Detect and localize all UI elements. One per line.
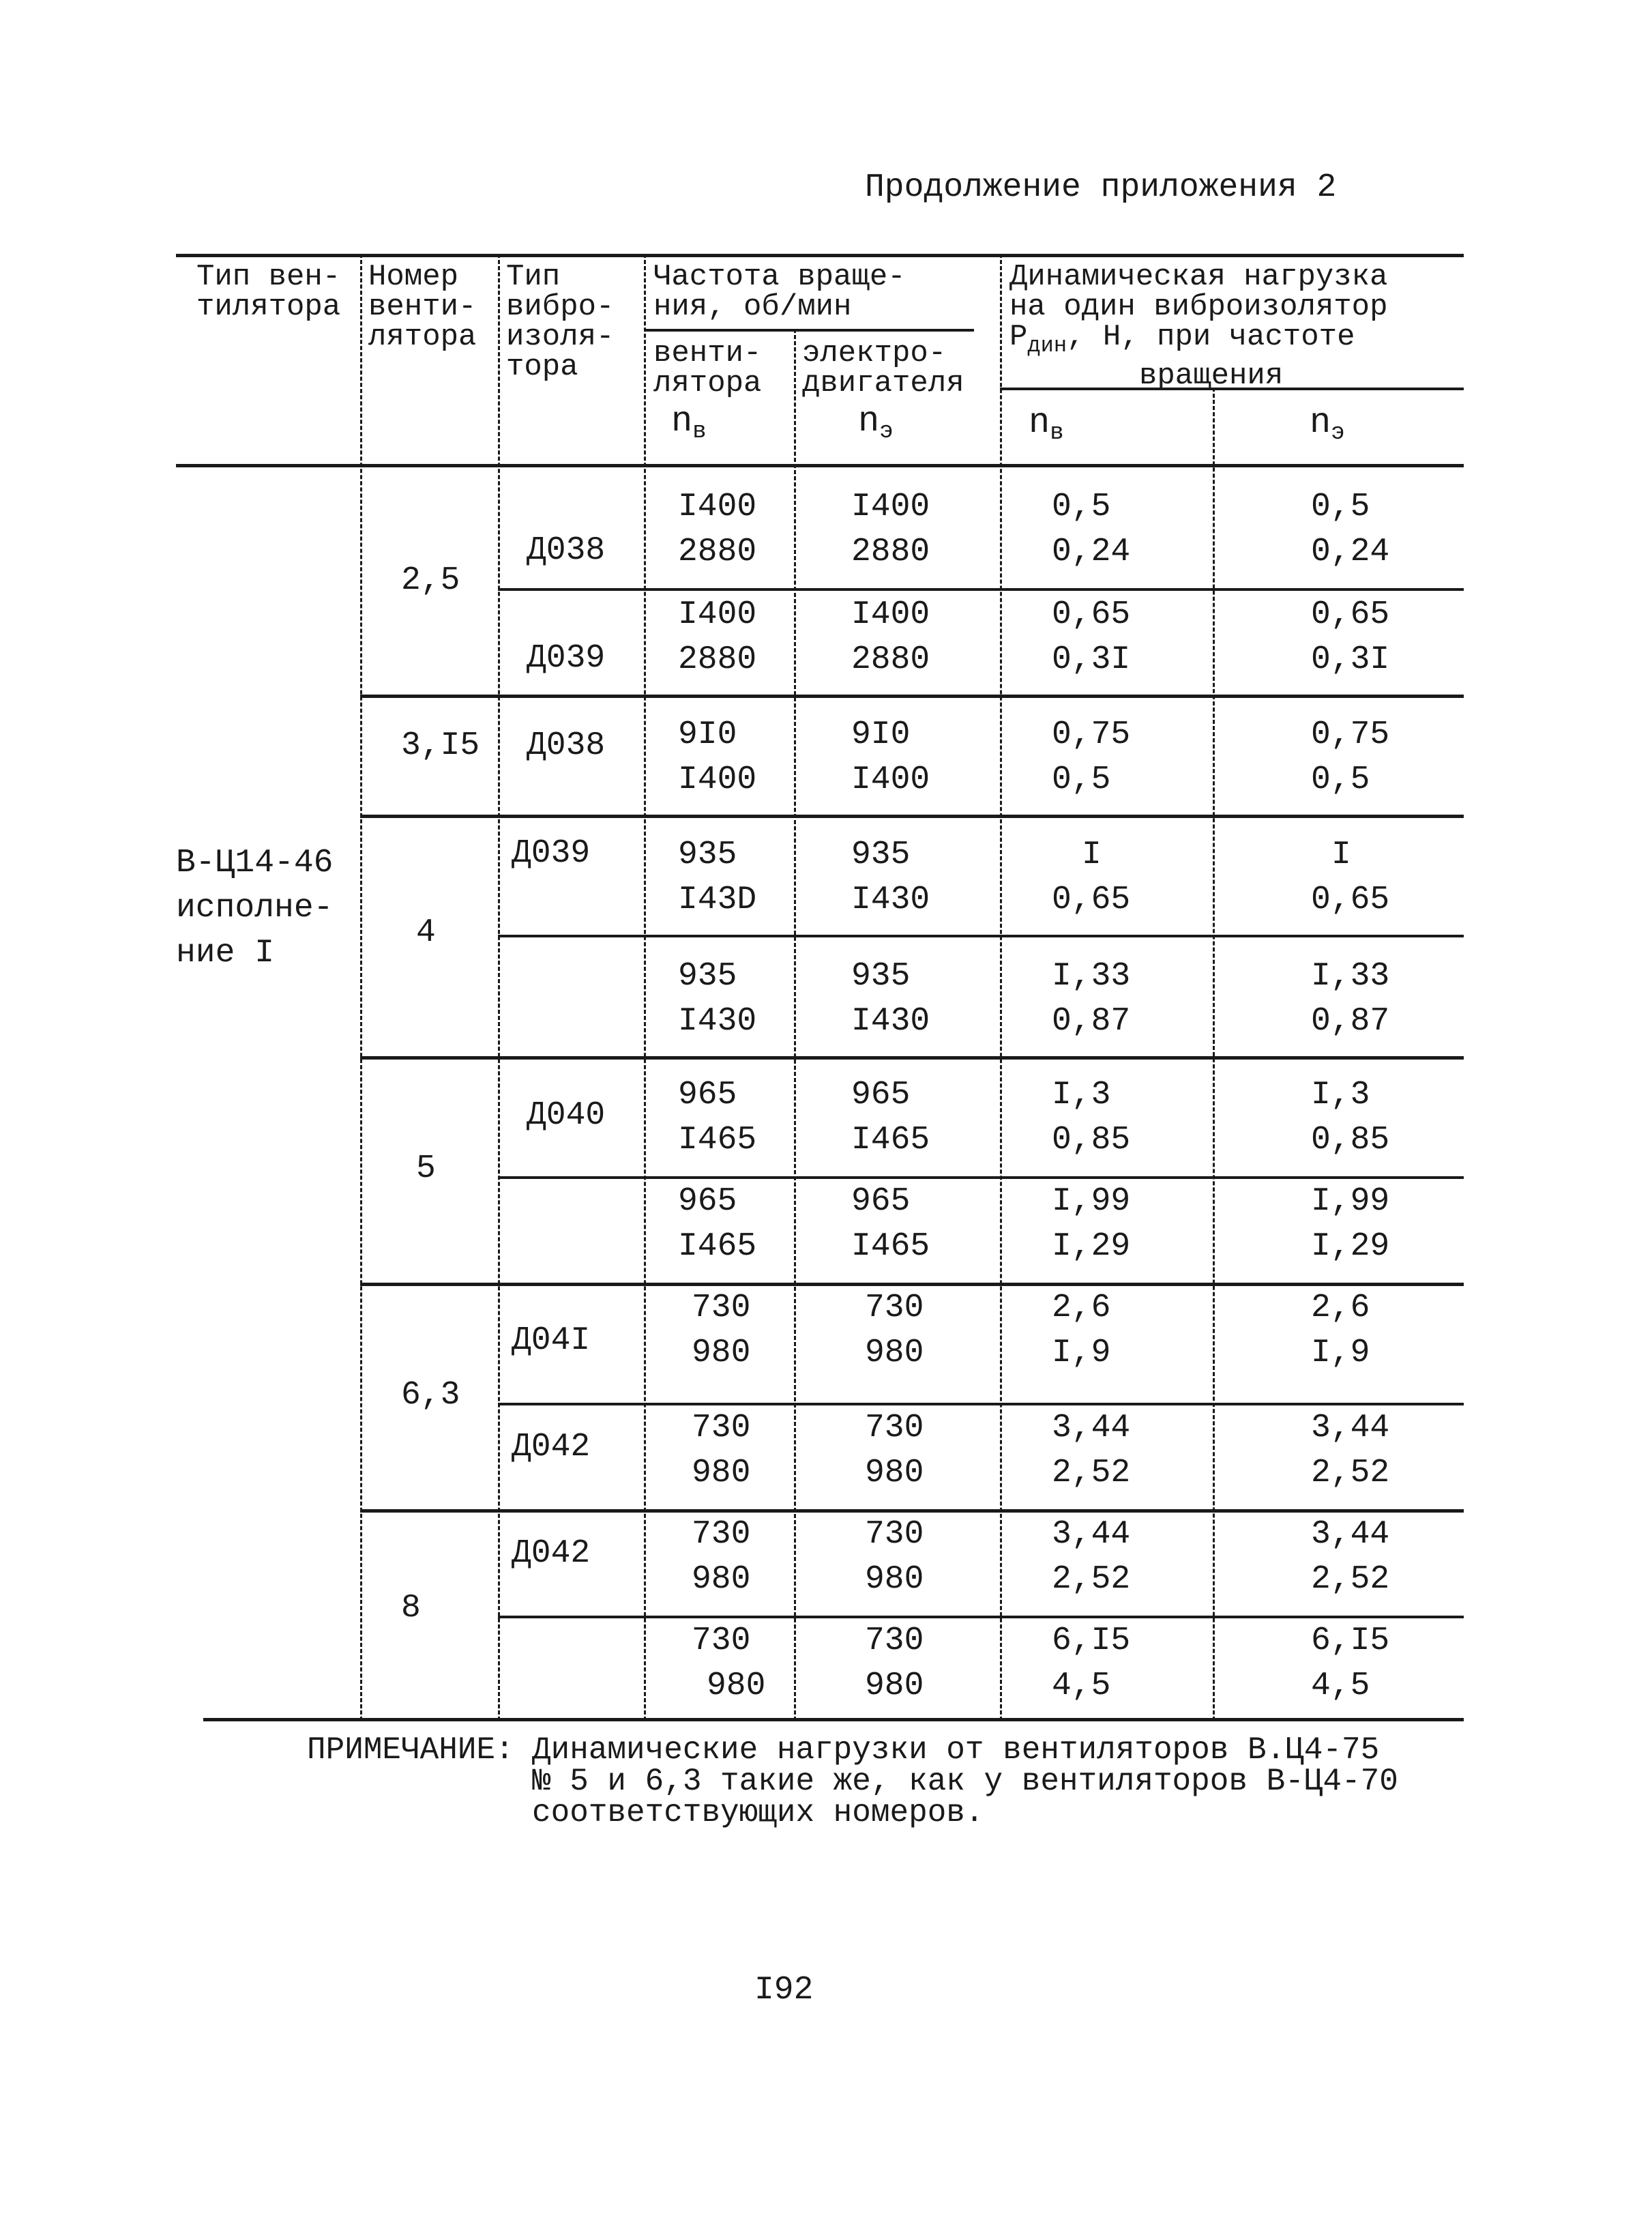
row-rule-4-mid <box>498 935 1464 937</box>
symbol-n-fan: $n_в$ <box>671 401 707 445</box>
table-row: I 0,65 <box>1052 836 1131 918</box>
isolator-type: Д042 <box>512 1429 591 1466</box>
isolator-type: Д038 <box>527 532 606 569</box>
header-load-group: Динамическая нагрузка на один виброизолятор $P_{дин}$, Н, при частоте вращения <box>1009 260 1388 393</box>
table-row: I,33 0,87 <box>1311 958 1390 1040</box>
table-row: I400 2880 <box>851 596 930 678</box>
fan-number-8: 8 <box>401 1590 421 1627</box>
table-row: 3,44 2,52 <box>1311 1410 1390 1491</box>
table-row: 2,6 I,9 <box>1052 1289 1111 1371</box>
symbol-load-n-fan: $n_в$ <box>1029 403 1064 446</box>
table-row: 965 I465 <box>851 1077 930 1158</box>
header-frequency-motor: электро- двигателя <box>802 336 964 400</box>
col-rule-1 <box>360 254 362 1721</box>
table-row: 3,44 2,52 <box>1311 1516 1390 1598</box>
table-row: 3,44 2,52 <box>1052 1410 1131 1491</box>
table-row: 6,I5 4,5 <box>1311 1622 1390 1704</box>
row-rule-4-end <box>360 1056 1464 1060</box>
table-top-rule <box>176 254 1464 257</box>
table-row: 730 980 <box>692 1516 751 1598</box>
table-row: I,99 I,29 <box>1311 1183 1390 1265</box>
table-row: 0,75 0,5 <box>1311 716 1390 798</box>
table-row: 965 I465 <box>678 1183 757 1265</box>
fan-number-6-3: 6,3 <box>401 1377 460 1414</box>
header-isolator-type: Тип вибро- изоля- тора <box>506 260 615 384</box>
table-row: 2,6 I,9 <box>1311 1289 1370 1371</box>
table-row: I,3 0,85 <box>1052 1077 1131 1158</box>
fan-number-3-15: 3,I5 <box>401 727 480 764</box>
col-rule-3 <box>644 254 646 1721</box>
header-bottom-rule <box>176 464 1464 467</box>
data-table <box>176 254 1464 1721</box>
table-row: 730 980 <box>692 1622 766 1704</box>
fan-number-4: 4 <box>416 914 436 951</box>
isolator-type: Д039 <box>512 835 591 872</box>
col-rule-2 <box>498 254 500 1721</box>
table-row: 935 I43D <box>678 836 757 918</box>
row-rule-2-5-end <box>360 695 1464 698</box>
table-row: 965 I465 <box>678 1077 757 1158</box>
symbol-n-motor: $n_э$ <box>858 401 894 445</box>
table-row: 730 980 <box>692 1410 751 1491</box>
isolator-type: Д042 <box>512 1535 591 1572</box>
header-frequency-group: Частота враще- ния, об/мин <box>653 260 906 324</box>
table-row: I,99 I,29 <box>1052 1183 1131 1265</box>
table-row: 3,44 2,52 <box>1052 1516 1131 1598</box>
footnote-label: ПРИМЕЧАНИЕ: <box>307 1732 514 1768</box>
header-frequency-fan: венти- лятора <box>653 336 762 400</box>
table-row: 730 980 <box>865 1622 924 1704</box>
table-row: 6,I5 4,5 <box>1052 1622 1131 1704</box>
table-row: 9I0 I400 <box>851 716 930 798</box>
col-rule-5 <box>1000 254 1002 1721</box>
row-rule-2-5-mid <box>498 588 1464 591</box>
table-row: 0,65 0,3I <box>1311 596 1390 678</box>
isolator-type: Д040 <box>527 1097 606 1134</box>
table-row: 0,5 0,24 <box>1052 489 1131 570</box>
table-row: I,33 0,87 <box>1052 958 1131 1040</box>
table-row: 0,65 0,3I <box>1052 596 1131 678</box>
table-row: 0,75 0,5 <box>1052 716 1131 798</box>
col-rule-4 <box>794 329 796 1721</box>
footnote-text: Динамические нагрузки от вентиляторов В.Ц4-75 № 5 и 6,3 такие же, как у вентиляторов В-Ц4-70 соответствующих номеров. <box>532 1732 1398 1831</box>
table-row: 730 980 <box>865 1516 924 1598</box>
table-row: I,3 0,85 <box>1311 1077 1390 1158</box>
fan-number-5: 5 <box>416 1150 436 1187</box>
table-row: 935 I430 <box>851 958 930 1040</box>
isolator-type: Д038 <box>527 727 606 764</box>
page-header: Продолжение приложения 2 <box>865 169 1337 206</box>
table-row: 9I0 I400 <box>678 716 757 798</box>
table-row: 935 I430 <box>678 958 757 1040</box>
table-row: 730 980 <box>865 1410 924 1491</box>
page-number: I92 <box>754 1972 814 2009</box>
col-rule-6 <box>1213 388 1215 1721</box>
table-bottom-rule <box>203 1718 1464 1721</box>
fan-number-2-5: 2,5 <box>401 562 460 599</box>
table-row: 730 980 <box>692 1289 751 1371</box>
isolator-type: Д04I <box>512 1322 591 1359</box>
symbol-load-n-motor: $n_э$ <box>1310 403 1345 446</box>
table-row: 0,5 0,24 <box>1311 489 1390 570</box>
table-row: I 0,65 <box>1311 836 1390 918</box>
table-row: 935 I430 <box>851 836 930 918</box>
fan-type-value: В-Ц14-46 исполне- ние I <box>176 845 334 972</box>
freq-subheader-rule <box>644 329 974 332</box>
table-row: I400 2880 <box>678 596 757 678</box>
table-row: I400 2880 <box>851 489 930 570</box>
row-rule-3-15-end <box>360 815 1464 818</box>
table-row: 965 I465 <box>851 1183 930 1265</box>
table-row: I400 2880 <box>678 489 757 570</box>
header-fan-number: Номер венти- лятора <box>368 260 477 354</box>
header-fan-type: Тип вен- тилятора <box>196 260 341 324</box>
table-row: 730 980 <box>865 1289 924 1371</box>
isolator-type: Д039 <box>527 640 606 677</box>
